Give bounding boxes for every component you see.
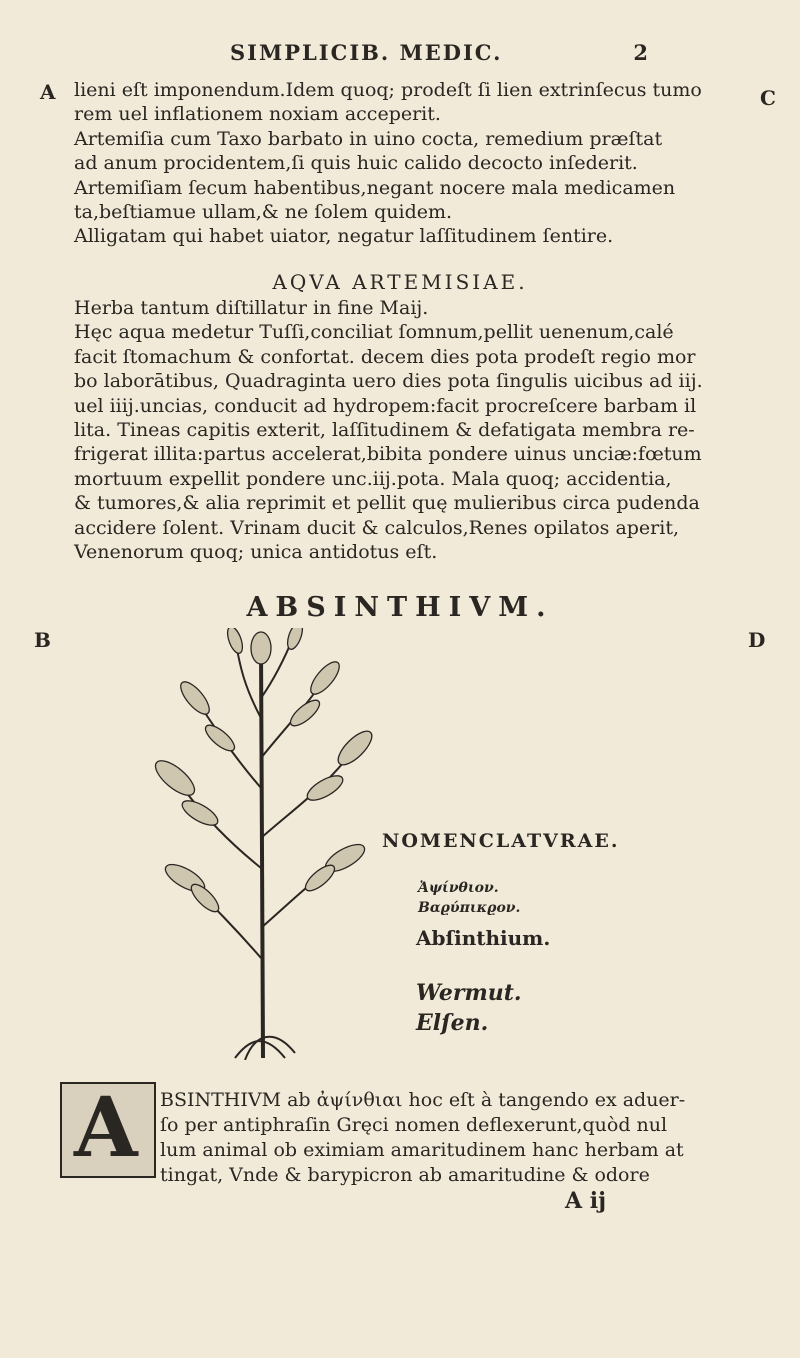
decorated-initial bbox=[60, 1082, 156, 1178]
aqua-artemisiae-heading: AQVA ARTEMISIAE. bbox=[272, 270, 528, 294]
artemisia-text: lieni eſt imponendum.Idem quoq; prodeſt ſi lien extrinſecus tumo rem uel inflationem noxiam acceperit. Artemiſia cum Taxo barbato in uino cocta, remedium præſtat ad anum procidentem,ſi quis huic calido decocto inſederit. Artemiſiam ſecum habentibus,negant nocere mala medicamen ta,beſtiamue ullam,& ne ſolem quidem. Alligatam qui habet uiator, negatur laſſitudinem ſentire. bbox=[74, 79, 702, 248]
greek-name-1: Ἀψίνθιον. bbox=[418, 880, 499, 896]
margin-letter-a: A bbox=[40, 80, 56, 104]
running-head bbox=[230, 40, 650, 65]
signature-mark: A ij bbox=[565, 1188, 607, 1214]
running-title: SIMPLICIB. MEDIC. bbox=[230, 40, 503, 65]
greek-name-2: Βαϱύπικϱον. bbox=[418, 900, 521, 916]
german-name-1: Wermut. bbox=[416, 980, 522, 1006]
initial-letter: A bbox=[74, 1080, 138, 1176]
absinthium-text: BSINTHIVM ab ἀψίνθιαι hoc eſt à tangendo ex aduer- ſo per antiphraſin Gręci nomen deflexerunt,quòd nul lum animal ob eximiam amaritudinem hanc herbam at tingat, Vnde & barypicron ab amaritudine & odore bbox=[160, 1089, 686, 1186]
margin-letter-c: C bbox=[760, 86, 776, 110]
aqua-text: Herba tantum diſtillatur in fine Maij. Hęc aqua medetur Tuſſi,conciliat ſomnum,pellit uenenum,calé facit ſtomachum & confortat. decem dies pota prodeſt regio mor bo laborātibus, Quadraginta uero dies pota ſingulis uicibus ad iij. uel iiij.uncias, conducit ad hydropem:facit procreſcere barbam il lita. Tineas capitis exterit, laſſitudinem & defatigata membra re- frigerat illita:partus accelerat,bibita pondere uinus unciæ:fœtum mortuum expellit pondere unc.iij.pota. Mala quoq; accidentia, & tumores,& alia reprimit et pellit quę mulieribus circa pudenda accidere ſolent. Vrinam ducit & calculos,Renes opilatos aperit, Venenorum quoq; unica antidotus eſt. bbox=[74, 297, 703, 564]
margin-letter-d: D bbox=[748, 628, 766, 652]
absinthium-heading: ABSINTHIVM. bbox=[246, 592, 554, 623]
nomenclature-heading: NOMENCLATVRAE. bbox=[382, 830, 620, 852]
margin-letter-b: B bbox=[34, 628, 51, 652]
wormwood-woodcut-illustration bbox=[145, 628, 375, 1060]
folio-number: 2 bbox=[633, 40, 650, 65]
german-name-2: Elſen. bbox=[416, 1010, 489, 1036]
latin-name: Abſinthium. bbox=[416, 926, 551, 950]
